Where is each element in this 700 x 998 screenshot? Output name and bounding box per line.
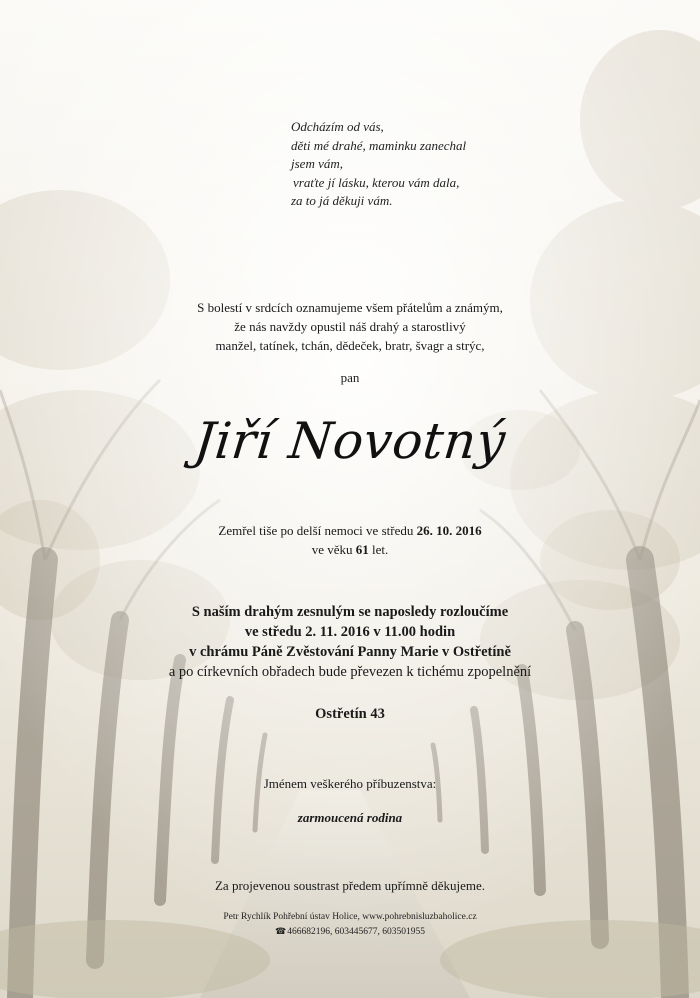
death-prefix: Zemřel tiše po delší nemoci ve středu [218,523,414,538]
poem-line: jsem vám, [291,156,343,171]
footer-line: Petr Rychlík Pohřební ústav Holice, www.pohrebnisluzbaholice.cz [223,912,477,922]
age-line [0,540,700,559]
ceremony-place: v chrámu Páně Zvěstování Panny Marie v Ostřetíně [189,644,511,660]
death-date: 26. 10. 2016 [416,523,482,538]
poem-line: Odcházím od vás, [291,119,384,134]
announcement-line: že nás navždy opustil náš drahý a starostlivý [234,319,466,334]
family-label: Jménem veškerého příbuzenstva: [263,776,437,791]
death-date-line [0,521,700,540]
memorial-poem [291,118,591,211]
family-address: Ostřetín 43 [315,706,385,722]
poem-line: za to já děkuji vám. [291,193,393,208]
family-signature: zarmoucená rodina [297,810,403,825]
salutation: pan [340,370,360,385]
funeral-home-footer [0,910,700,939]
ceremony-line: a po církevních obřadech bude převezen k tichému zpopelnění [168,664,532,680]
deceased-name: Jiří Novotný [191,412,509,470]
announcement [0,298,700,355]
poem-line: děti mé drahé, maminku zanechal [291,137,467,153]
ceremony-datetime: ve středu 2. 11. 2016 v 11.00 hodin [244,624,456,640]
ceremony-line: S naším drahým zesnulým se naposledy rozloučíme [191,604,509,620]
announcement-line: S bolestí v srdcích oznamujeme všem přátelům a známým, [197,300,503,315]
death-details [0,521,700,559]
poem-line: vraťte jí lásku, kterou vám dala, [293,174,460,190]
age-prefix: ve věku [311,542,353,557]
thanks-line: Za projevenou soustrast předem upřímně děkujeme. [214,878,486,893]
age-suffix: let. [372,542,389,557]
telephone-icon: ☎ [275,926,287,936]
announcement-line: manžel, tatínek, tchán, dědeček, bratr, švagr a strýc, [215,338,485,353]
age-value: 61 [355,542,369,557]
ceremony-details [0,602,700,682]
footer-phones-line [0,924,700,939]
footer-phones: 466682196, 603445677, 603501955 [287,927,425,937]
